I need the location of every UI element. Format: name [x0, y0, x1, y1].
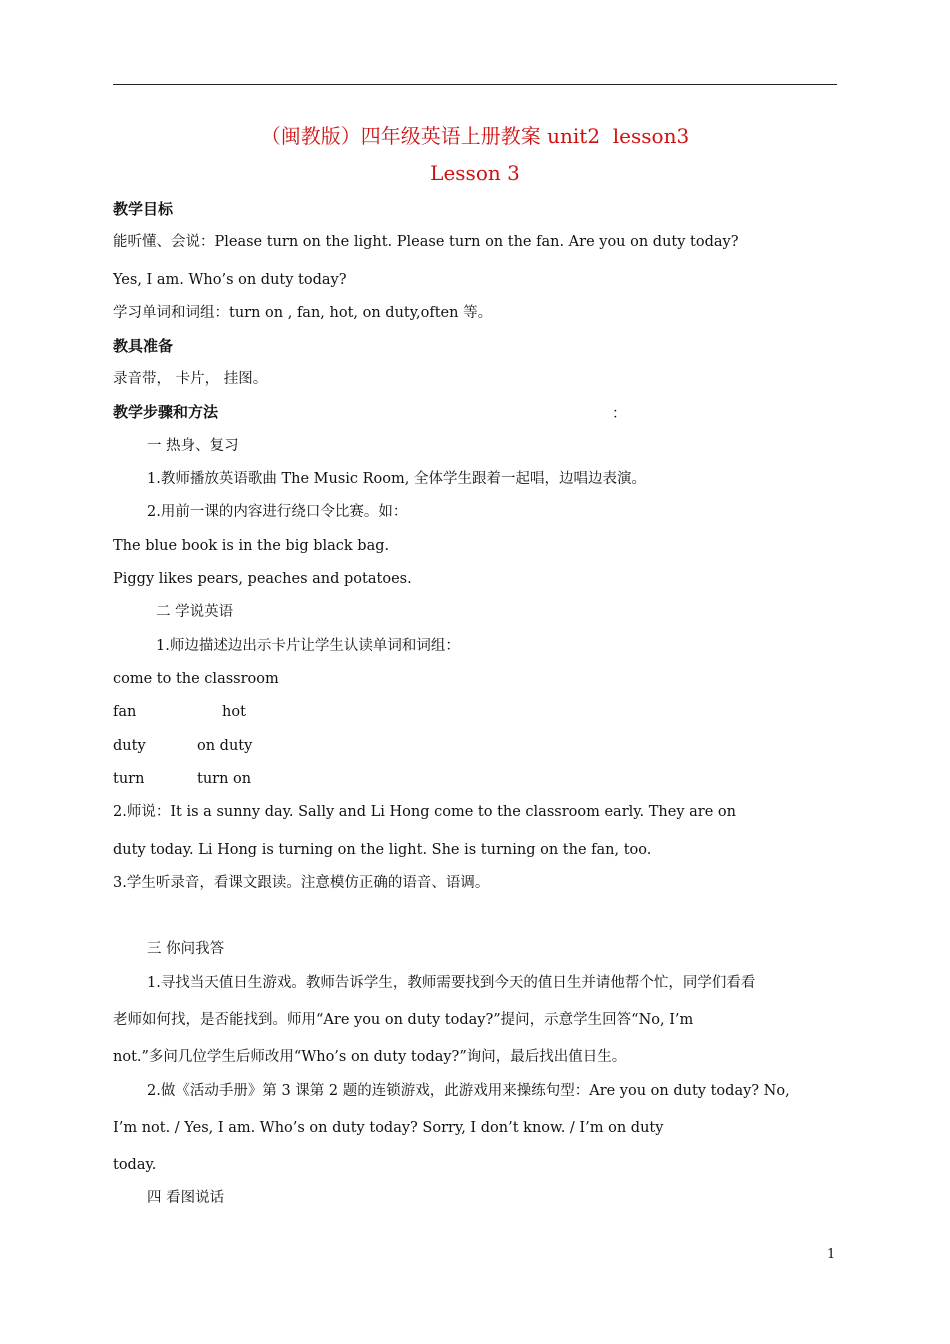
part3-heading: 三 你问我答 — [147, 941, 225, 957]
part2-item-3: 3.学生听录音，看课文跟读。注意模仿正确的语音、语调。 — [113, 875, 490, 891]
vocab-duty: duty — [113, 738, 146, 754]
materials-line-1: 录音带， 卡片， 挂图。 — [113, 371, 268, 387]
part3-p1-line-2: 老师如何找，是否能找到。师用“Are you on duty today?”提问，示意学生回答“No, I’m — [113, 1012, 694, 1028]
objectives-line-2: Yes, I am. Who’s on duty today? — [113, 272, 347, 288]
vocab-fan: fan — [113, 704, 137, 720]
tongue-twister-2: Piggy likes pears, peaches and potatoes. — [113, 571, 412, 587]
part2-item-2-line-1: 2.师说：It is a sunny day. Sally and Li Hong come to the classroom early. They are on — [113, 804, 736, 820]
steps-colon: ： — [612, 406, 627, 422]
materials-heading: 教具准备 — [113, 337, 174, 355]
part2-heading: 二 学说英语 — [156, 604, 234, 620]
lesson-subtitle: Lesson 3 — [430, 161, 520, 185]
header-rule — [113, 84, 837, 85]
part1-item-2: 2.用前一课的内容进行绕口令比赛。如： — [147, 504, 408, 520]
objectives-line-3: 学习单词和词组：turn on , fan, hot, on duty,often 等。 — [113, 305, 493, 321]
vocab-hot: hot — [222, 704, 246, 720]
objectives-heading: 教学目标 — [113, 200, 174, 218]
vocab-line-1: come to the classroom — [113, 671, 279, 687]
part1-item-1: 1.教师播放英语歌曲 The Music Room, 全体学生跟着一起唱，边唱边表演。 — [147, 471, 646, 487]
vocab-on-duty: on duty — [197, 738, 253, 754]
objectives-line-1: 能听懂、会说：Please turn on the light. Please turn on the fan. Are you on duty today? — [113, 234, 739, 250]
vocab-turn: turn — [113, 771, 145, 787]
part4-heading: 四 看图说话 — [147, 1190, 225, 1206]
part1-heading: 一 热身、复习 — [147, 438, 239, 454]
tongue-twister-1: The blue book is in the big black bag. — [113, 538, 390, 554]
page-number: 1 — [827, 1247, 836, 1262]
document-title: （闽教版）四年级英语上册教案 unit2 lesson3 — [260, 124, 690, 148]
part3-p1-line-3: not.”多问几位学生后师改用“Who’s on duty today?”询问，最后找出值日生。 — [113, 1049, 627, 1065]
steps-heading: 教学步骤和方法 — [113, 403, 219, 421]
part2-item-1: 1.师边描述边出示卡片让学生认读单词和词组： — [156, 638, 460, 654]
part2-item-2-line-2: duty today. Li Hong is turning on the light. She is turning on the fan, too. — [113, 842, 652, 858]
part3-p2-line-3: today. — [113, 1157, 157, 1173]
part3-p1-line-1: 1.寻找当天值日生游戏。教师告诉学生，教师需要找到今天的值日生并请他帮个忙，同学们看看 — [147, 975, 756, 991]
part3-p2-line-2: I’m not. / Yes, I am. Who’s on duty today? Sorry, I don’t know. / I’m on duty — [113, 1120, 664, 1136]
part3-p2-line-1: 2.做《活动手册》第 3 课第 2 题的连锁游戏，此游戏用来操练句型：Are you on duty today? No, — [147, 1083, 790, 1099]
vocab-turn-on: turn on — [197, 771, 252, 787]
